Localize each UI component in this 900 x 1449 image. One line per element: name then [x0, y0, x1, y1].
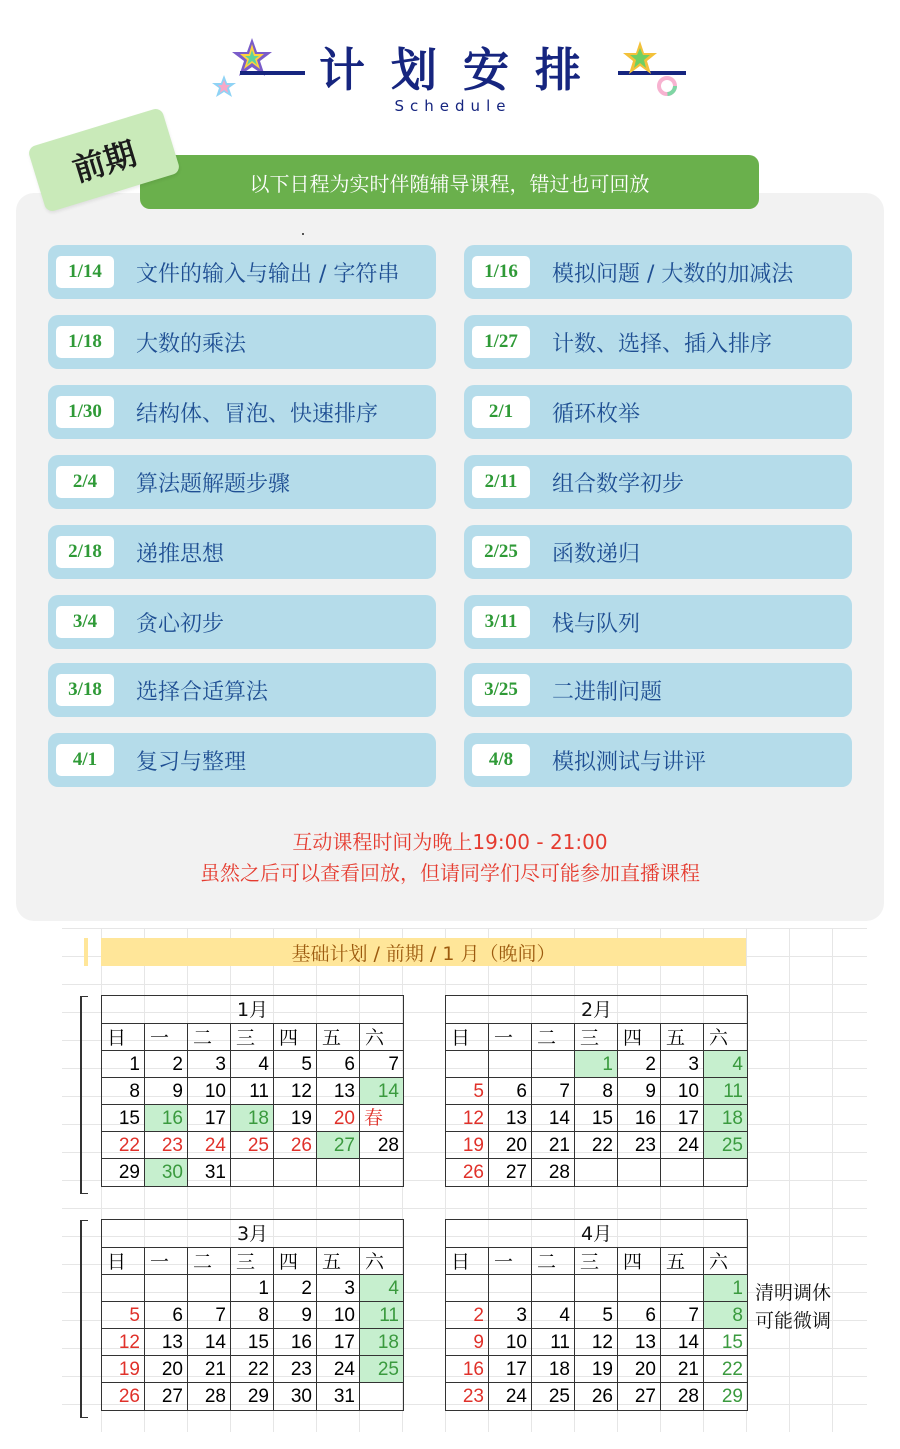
- day-cell: 17: [188, 1105, 231, 1132]
- month-title: 2月: [446, 996, 747, 1024]
- schedule-item: [464, 733, 852, 787]
- day-cell: 11: [360, 1302, 403, 1329]
- weekday-cell: 一: [489, 1248, 532, 1275]
- weekday-cell: 三: [231, 1248, 274, 1275]
- day-cell: 25: [360, 1356, 403, 1383]
- day-cell: [618, 1275, 661, 1302]
- day-cell: 18: [532, 1356, 575, 1383]
- day-cell: 21: [661, 1356, 704, 1383]
- day-cell: 3: [317, 1275, 360, 1302]
- day-cell: [188, 1275, 231, 1302]
- day-cell: 7: [188, 1302, 231, 1329]
- weekday-cell: 四: [274, 1024, 317, 1051]
- day-cell: 23: [446, 1383, 489, 1410]
- day-cell: 12: [274, 1078, 317, 1105]
- weekday-header: [446, 1248, 747, 1275]
- day-cell: 22: [231, 1356, 274, 1383]
- day-cell: [661, 1275, 704, 1302]
- day-cell: 5: [274, 1051, 317, 1078]
- schedule-item-topic: 递推思想: [136, 541, 225, 567]
- day-cell: 22: [575, 1132, 618, 1159]
- day-cell: 2: [145, 1051, 188, 1078]
- sheet-title-marker: [84, 938, 88, 966]
- ring-decoration-icon: [655, 74, 679, 98]
- schedule-item-topic: 函数递归: [552, 541, 641, 567]
- day-cell: 25: [231, 1132, 274, 1159]
- schedule-item-date: 3/11: [472, 606, 530, 638]
- schedule-item: [48, 385, 436, 439]
- schedule-item: [48, 315, 436, 369]
- schedule-item-topic: 栈与队列: [552, 611, 641, 637]
- day-cell: 17: [489, 1356, 532, 1383]
- day-cell: 7: [532, 1078, 575, 1105]
- weekday-cell: 二: [532, 1248, 575, 1275]
- day-cell: [274, 1159, 317, 1186]
- day-cell: [532, 1051, 575, 1078]
- day-cell: 23: [145, 1132, 188, 1159]
- weekday-header: [446, 1024, 747, 1051]
- day-cell: [489, 1275, 532, 1302]
- weekday-cell: 一: [145, 1248, 188, 1275]
- schedule-item-topic: 结构体、冒泡、快速排序: [136, 401, 379, 427]
- day-cell: 27: [489, 1159, 532, 1186]
- weekday-cell: 日: [102, 1248, 145, 1275]
- weekday-cell: 二: [188, 1024, 231, 1051]
- day-cell: 17: [661, 1105, 704, 1132]
- day-cell: 14: [360, 1078, 403, 1105]
- day-cell: 30: [145, 1159, 188, 1186]
- day-cell: 28: [360, 1132, 403, 1159]
- schedule-item-topic: 循环枚举: [552, 401, 641, 427]
- schedule-item-topic: 文件的输入与输出 / 字符串: [136, 261, 400, 287]
- day-cell: 23: [618, 1132, 661, 1159]
- day-cell: 21: [532, 1132, 575, 1159]
- week-row: [446, 1329, 747, 1356]
- schedule-item-date: 3/4: [56, 606, 114, 638]
- week-row: [446, 1159, 747, 1186]
- day-cell: 28: [661, 1383, 704, 1410]
- day-cell: 14: [661, 1329, 704, 1356]
- day-cell: [489, 1051, 532, 1078]
- schedule-item: [48, 245, 436, 299]
- week-row: [102, 1356, 403, 1383]
- day-cell: 18: [360, 1329, 403, 1356]
- day-cell: 28: [188, 1383, 231, 1410]
- day-cell: 14: [188, 1329, 231, 1356]
- schedule-item: [48, 455, 436, 509]
- day-cell: 2: [446, 1302, 489, 1329]
- schedule-item: [464, 315, 852, 369]
- day-cell: [360, 1383, 403, 1410]
- day-cell: 春: [360, 1105, 403, 1132]
- weekday-cell: 六: [360, 1024, 403, 1051]
- day-cell: 15: [704, 1329, 747, 1356]
- day-cell: 10: [661, 1078, 704, 1105]
- day-cell: 7: [661, 1302, 704, 1329]
- header: [0, 0, 900, 130]
- week-row: [446, 1383, 747, 1410]
- page-subtitle: Schedule: [394, 97, 512, 115]
- weekday-cell: 二: [532, 1024, 575, 1051]
- month-calendar: [101, 995, 404, 1187]
- day-cell: 15: [575, 1105, 618, 1132]
- day-cell: 20: [317, 1105, 360, 1132]
- week-row: [102, 1275, 403, 1302]
- schedule-item-topic: 模拟测试与讲评: [552, 749, 707, 775]
- month-title: 4月: [446, 1220, 747, 1248]
- day-cell: 27: [618, 1383, 661, 1410]
- day-cell: 4: [704, 1051, 747, 1078]
- day-cell: 14: [532, 1105, 575, 1132]
- day-cell: 24: [188, 1132, 231, 1159]
- week-row: [102, 1105, 403, 1132]
- week-row: [102, 1051, 403, 1078]
- day-cell: 8: [231, 1302, 274, 1329]
- schedule-item: [48, 733, 436, 787]
- day-cell: 15: [231, 1329, 274, 1356]
- day-cell: 24: [317, 1356, 360, 1383]
- day-cell: 27: [317, 1132, 360, 1159]
- weekday-cell: 三: [575, 1024, 618, 1051]
- week-row: [446, 1275, 747, 1302]
- month-calendar: [445, 995, 748, 1187]
- day-cell: 10: [188, 1078, 231, 1105]
- day-cell: [102, 1275, 145, 1302]
- day-cell: [446, 1275, 489, 1302]
- row-group-bracket: [80, 996, 88, 1194]
- day-cell: 26: [575, 1383, 618, 1410]
- day-cell: 26: [274, 1132, 317, 1159]
- day-cell: 7: [360, 1051, 403, 1078]
- day-cell: 9: [274, 1302, 317, 1329]
- day-cell: 22: [704, 1356, 747, 1383]
- weekday-cell: 五: [317, 1248, 360, 1275]
- day-cell: 18: [704, 1105, 747, 1132]
- day-cell: [618, 1159, 661, 1186]
- schedule-item-date: 2/18: [56, 536, 114, 568]
- day-cell: 3: [489, 1302, 532, 1329]
- day-cell: 26: [446, 1159, 489, 1186]
- day-cell: 6: [618, 1302, 661, 1329]
- schedule-item-date: 2/25: [472, 536, 530, 568]
- schedule-item-topic: 大数的乘法: [136, 331, 247, 357]
- day-cell: 20: [145, 1356, 188, 1383]
- day-cell: 15: [102, 1105, 145, 1132]
- phase-tag: 前期: [27, 107, 181, 213]
- day-cell: 12: [446, 1105, 489, 1132]
- day-cell: 3: [661, 1051, 704, 1078]
- day-cell: 11: [532, 1329, 575, 1356]
- schedule-item: [464, 663, 852, 717]
- weekday-cell: 四: [618, 1248, 661, 1275]
- day-cell: 31: [188, 1159, 231, 1186]
- day-cell: 9: [145, 1078, 188, 1105]
- day-cell: 12: [102, 1329, 145, 1356]
- weekday-cell: 五: [661, 1024, 704, 1051]
- day-cell: 1: [704, 1275, 747, 1302]
- week-row: [446, 1132, 747, 1159]
- day-cell: 16: [145, 1105, 188, 1132]
- week-row: [102, 1383, 403, 1410]
- day-cell: 31: [317, 1383, 360, 1410]
- day-cell: [532, 1275, 575, 1302]
- day-cell: 11: [704, 1078, 747, 1105]
- schedule-item-date: 3/25: [472, 674, 530, 706]
- replay-note: 虽然之后可以查看回放，但请同学们尽可能参加直播课程: [200, 861, 700, 885]
- day-cell: 21: [188, 1356, 231, 1383]
- schedule-item: [464, 525, 852, 579]
- day-cell: 8: [704, 1302, 747, 1329]
- day-cell: 5: [102, 1302, 145, 1329]
- schedule-item: [464, 595, 852, 649]
- month-calendar: [445, 1219, 748, 1411]
- day-cell: 23: [274, 1356, 317, 1383]
- page-title: 计划安排: [319, 43, 607, 97]
- day-cell: 13: [489, 1105, 532, 1132]
- day-cell: [704, 1159, 747, 1186]
- day-cell: [145, 1275, 188, 1302]
- class-time-note: 互动课程时间为晚上19:00 - 21:00: [292, 830, 608, 854]
- day-cell: 10: [489, 1329, 532, 1356]
- day-cell: 8: [575, 1078, 618, 1105]
- day-cell: 13: [317, 1078, 360, 1105]
- month-calendar: [101, 1219, 404, 1411]
- dot-mark: [302, 233, 304, 235]
- schedule-item-date: 1/18: [56, 326, 114, 358]
- schedule-item-date: 4/1: [56, 744, 114, 776]
- day-cell: 1: [102, 1051, 145, 1078]
- schedule-item-date: 1/30: [56, 396, 114, 428]
- day-cell: 29: [721, 1386, 743, 1407]
- april-note-qingming: 清明调休: [755, 1282, 832, 1304]
- week-row: [446, 1302, 747, 1329]
- week-row: [102, 1302, 403, 1329]
- day-cell: 3: [188, 1051, 231, 1078]
- schedule-item: [464, 245, 852, 299]
- weekday-cell: 一: [489, 1024, 532, 1051]
- day-cell: 25: [532, 1383, 575, 1410]
- day-cell: 6: [489, 1078, 532, 1105]
- day-cell: 18: [231, 1105, 274, 1132]
- weekday-cell: 四: [274, 1248, 317, 1275]
- day-cell: 4: [231, 1051, 274, 1078]
- day-cell: 2: [618, 1051, 661, 1078]
- day-cell: 8: [102, 1078, 145, 1105]
- week-row: [102, 1159, 403, 1186]
- week-row: [102, 1329, 403, 1356]
- schedule-item-date: 2/11: [472, 466, 530, 498]
- weekday-cell: 三: [575, 1248, 618, 1275]
- schedule-item: [48, 663, 436, 717]
- schedule-item-topic: 组合数学初步: [552, 471, 685, 497]
- month-title: 1月: [102, 996, 403, 1024]
- day-cell: [360, 1159, 403, 1186]
- day-cell: 20: [618, 1356, 661, 1383]
- weekday-cell: 五: [317, 1024, 360, 1051]
- day-cell: [446, 1051, 489, 1078]
- day-cell: 16: [274, 1329, 317, 1356]
- day-cell: 4: [360, 1275, 403, 1302]
- month-title: 3月: [102, 1220, 403, 1248]
- day-cell: 13: [145, 1329, 188, 1356]
- week-row: [102, 1132, 403, 1159]
- schedule-item-date: 2/4: [56, 466, 114, 498]
- weekday-cell: 日: [446, 1024, 489, 1051]
- schedule-item-topic: 算法题解题步骤: [136, 471, 291, 497]
- day-cell: 25: [704, 1132, 747, 1159]
- week-row: [446, 1051, 747, 1078]
- day-cell: 5: [575, 1302, 618, 1329]
- day-cell: 12: [575, 1329, 618, 1356]
- day-cell: 30: [274, 1383, 317, 1410]
- schedule-item: [48, 525, 436, 579]
- day-cell: 17: [317, 1329, 360, 1356]
- weekday-cell: 四: [618, 1024, 661, 1051]
- day-cell: 24: [661, 1132, 704, 1159]
- day-cell: 22: [102, 1132, 145, 1159]
- schedule-item-date: 4/8: [472, 744, 530, 776]
- day-cell: 19: [575, 1356, 618, 1383]
- day-cell: 2: [274, 1275, 317, 1302]
- day-cell: [661, 1159, 704, 1186]
- day-cell: 4: [532, 1302, 575, 1329]
- day-cell: 13: [618, 1329, 661, 1356]
- weekday-cell: 二: [188, 1248, 231, 1275]
- schedule-item-date: 3/18: [56, 674, 114, 706]
- weekday-header: [102, 1024, 403, 1051]
- schedule-item-topic: 计数、选择、插入排序: [552, 331, 773, 357]
- week-row: [102, 1078, 403, 1105]
- calendar-sheet-title: 基础计划 / 前期 / 1 月（晚间）: [101, 938, 746, 966]
- day-cell: [231, 1159, 274, 1186]
- day-cell: 29: [231, 1383, 274, 1410]
- day-cell: 26: [102, 1383, 145, 1410]
- week-row: [446, 1078, 747, 1105]
- weekday-cell: 一: [145, 1024, 188, 1051]
- schedule-item-date: 1/27: [472, 326, 530, 358]
- day-cell: 1: [231, 1275, 274, 1302]
- day-cell: 5: [446, 1078, 489, 1105]
- weekday-cell: 六: [704, 1024, 747, 1051]
- schedule-item-topic: 复习与整理: [136, 749, 247, 775]
- week-row: [446, 1105, 747, 1132]
- day-cell: 28: [532, 1159, 575, 1186]
- day-cell: 9: [446, 1329, 489, 1356]
- schedule-item: [48, 595, 436, 649]
- day-cell: 1: [575, 1051, 618, 1078]
- day-cell: 16: [446, 1356, 489, 1383]
- row-group-bracket: [80, 1220, 88, 1418]
- schedule-item-topic: 模拟问题 / 大数的加减法: [552, 261, 794, 287]
- weekday-header: [102, 1248, 403, 1275]
- day-cell: [575, 1275, 618, 1302]
- schedule-item-date: 1/14: [56, 256, 114, 288]
- day-cell: 19: [102, 1356, 145, 1383]
- schedule-item-date: 2/1: [472, 396, 530, 428]
- day-cell: [575, 1159, 618, 1186]
- day-cell: 16: [618, 1105, 661, 1132]
- day-cell: 20: [489, 1132, 532, 1159]
- weekday-cell: 六: [704, 1248, 747, 1275]
- day-cell: 10: [317, 1302, 360, 1329]
- schedule-item-topic: 选择合适算法: [136, 679, 269, 705]
- schedule-item: [464, 455, 852, 509]
- schedule-item-date: 1/16: [472, 256, 530, 288]
- schedule-item-topic: 二进制问题: [552, 679, 663, 705]
- day-cell: 6: [317, 1051, 360, 1078]
- day-cell: 29: [102, 1159, 145, 1186]
- day-cell: 27: [145, 1383, 188, 1410]
- weekday-cell: 五: [661, 1248, 704, 1275]
- star-decoration-icon: [620, 40, 660, 78]
- schedule-item-topic: 贪心初步: [136, 611, 225, 637]
- day-cell: 6: [145, 1302, 188, 1329]
- schedule-item: [464, 385, 852, 439]
- day-cell: 19: [446, 1132, 489, 1159]
- weekday-cell: 六: [360, 1248, 403, 1275]
- day-cell: 19: [274, 1105, 317, 1132]
- weekday-cell: 日: [446, 1248, 489, 1275]
- day-cell: 11: [231, 1078, 274, 1105]
- week-row: [446, 1356, 747, 1383]
- day-cell: [317, 1159, 360, 1186]
- weekday-cell: 三: [231, 1024, 274, 1051]
- april-note-adjust: 可能微调: [755, 1310, 832, 1332]
- weekday-cell: 日: [102, 1024, 145, 1051]
- schedule-banner: 以下日程为实时伴随辅导课程，错过也可回放: [140, 155, 759, 209]
- day-cell: 24: [489, 1383, 532, 1410]
- day-cell: 9: [618, 1078, 661, 1105]
